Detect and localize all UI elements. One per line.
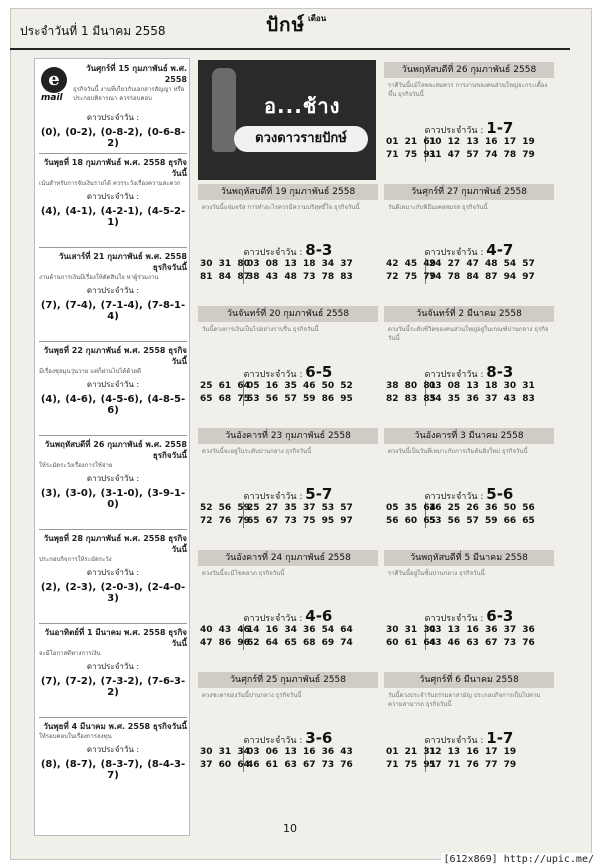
lucky-key: 4-7	[486, 241, 514, 259]
magazine-logo: ปักษ์	[266, 14, 306, 36]
number-grid: 30 31 34 60 61 64 03 13 16 36 37 36 43 46 63 67 73 76	[386, 625, 535, 648]
divider	[39, 247, 187, 248]
section-heading: วันจันทร์ที่ 20 กุมภาพันธ์ 2558	[198, 306, 378, 322]
left-nums-8: (8), (8-7), (8-3-7), (8-4-3-7)	[40, 759, 186, 781]
section-text: ดวงวันนี้แจ่มจรัส การทำอะไรควรมีความบริสุทธิ์ใจ ธุรกิจวันนี้	[202, 204, 360, 211]
lucky-key: 1-7	[486, 729, 514, 747]
section-heading: วันศุกร์ที่ 25 กุมภาพันธ์ 2558	[198, 672, 378, 688]
divider	[39, 623, 187, 624]
page-number: 10	[283, 822, 297, 835]
left-nums-1: (0), (0-2), (0-8-2), (0-6-8-2)	[40, 127, 186, 149]
number-grid: 42 45 49 72 75 79 24 27 47 48 54 57 74 78 84 87 94 97	[386, 259, 535, 282]
section-text: ดวงชะตาของวันนี้ปานกลาง ธุรกิจวันนี้	[202, 692, 302, 699]
left-nums-6: (2), (2-3), (2-0-3), (2-4-0-3)	[40, 582, 186, 604]
lucky-numbers-label: ดาวประจำวัน : 4-6	[243, 607, 333, 625]
day-section-feb-19	[198, 184, 378, 284]
lucky-key: 3-6	[305, 729, 333, 747]
lucky-numbers-label: ดาวประจำวัน : 6-3	[424, 607, 514, 625]
left-block-8: วันพุธที่ 4 มีนาคม พ.ศ. 2558 ธุรกิจวันนี้ ให้รอบคอบในเรื่องการลงทุน ดาวประจำวัน : (8), (8-7), (8-3-7), (8-4-3-7)	[39, 722, 187, 781]
number-grid: 25 61 64 65 68 75 05 16 35 46 50 52 53 56 57 59 86 95	[200, 381, 353, 404]
banner-title: อ...ช้าง	[264, 94, 341, 118]
lucky-key: 5-7	[305, 485, 333, 503]
lucky-numbers-label: ดาวประจำวัน : 1-7	[424, 729, 514, 747]
section-heading: วันอังคารที่ 24 กุมภาพันธ์ 2558	[198, 550, 378, 566]
page-header	[10, 8, 570, 50]
lucky-key: 4-6	[305, 607, 333, 625]
section-text: ดวงวันนี้จะมีโชคลาภ ธุรกิจวันนี้	[202, 570, 285, 577]
day-section-mar-3	[384, 428, 554, 528]
section-heading: วันพฤหัสบดีที่ 5 มีนาคม 2558	[384, 550, 554, 566]
left-nums-7: (7), (7-2), (7-3-2), (7-6-3-2)	[40, 676, 186, 698]
left-nums-2: (4), (4-1), (4-2-1), (4-5-2-1)	[40, 206, 186, 228]
left-nums-4: (4), (4-6), (4-5-6), (4-8-5-6)	[40, 394, 186, 416]
section-text: วันดีเหมาะกับพิธีมงคลสมรส ธุรกิจวันนี้	[388, 204, 488, 211]
divider	[39, 341, 187, 342]
lucky-numbers-label: ดาวประจำวัน : 5-7	[243, 485, 333, 503]
number-grid: 01 21 31 71 75 91 12 13 16 17 19 57 71 76 77 79	[386, 747, 517, 770]
magazine-logo-sub: เดือน	[308, 14, 327, 23]
email-word: mail	[41, 93, 63, 103]
lucky-key: 8-3	[486, 363, 514, 381]
bottle-illustration	[212, 68, 236, 152]
day-section-feb-27	[384, 184, 554, 284]
section-text: ราศีวันนี้แม้โลพจะสมควร การงานของคนส่วนใหญ่จะกระเตื้องขึ้น ธุรกิจวันนี้	[388, 82, 548, 98]
day-section-feb-25	[198, 672, 378, 772]
lucky-key: 1-7	[486, 119, 514, 137]
number-grid: 05 35 64 56 60 65 16 25 26 36 50 56 53 56 57 59 66 65	[386, 503, 535, 526]
number-grid: 38 80 81 82 83 85 03 08 13 18 30 31 34 35 36 37 43 83	[386, 381, 535, 404]
day-section-feb-26	[384, 62, 554, 162]
lucky-numbers-label: ดาวประจำวัน : 4-7	[424, 241, 514, 259]
email-logo	[41, 67, 69, 107]
lucky-numbers-label: ดาวประจำวัน : 8-3	[243, 241, 333, 259]
left-block-1: วันศุกร์ที่ 15 กุมภาพันธ์ พ.ศ. 2558 ธุรกิจวันนี้ งานที่เกี่ยวกับเอกสารสัญญา หรือประกอบพิจารณา ควรรอบคอบ	[73, 64, 187, 102]
number-grid: 40 43 46 47 86 96 14 16 34 36 54 64 62 64 65 68 69 74	[200, 625, 353, 648]
lucky-numbers-label: ดาวประจำวัน : 1-7	[424, 119, 514, 137]
left-block-5: วันพฤหัสบดีที่ 26 กุมภาพันธ์ พ.ศ. 2558 ธุรกิจวันนี้ ให้ระมัดระวังเรื่องการใช้จ่าย ดาวประจำวัน : (3), (3-0), (3-1-0), (3-9-1-0)	[39, 440, 187, 510]
section-heading: วันพฤหัสบดีที่ 19 กุมภาพันธ์ 2558	[198, 184, 378, 200]
image-watermark: [612x869] http://upic.me/	[443, 854, 594, 865]
divider	[39, 717, 187, 718]
lucky-key: 6-5	[305, 363, 333, 381]
left-block-3: วันเสาร์ที่ 21 กุมภาพันธ์ พ.ศ. 2558 ธุรกิจวันนี้ งานด้านการเงินมีเรื่องให้ตัดสินใจ หาผู้ร่วมงาน ดาวประจำวัน : (7), (7-4), (7-1-4), (7-8-1-4)	[39, 252, 187, 322]
section-text: ดวงวันนี้ระดับชีวิตของคนส่วนใหญ่อยู่ในเกณฑ์ปานกลาง ธุรกิจวันนี้	[388, 326, 549, 342]
section-text: วันนี้ดวงประจำวันธรรมดาสามัญ ประกอบกิจการเป็นไปตามความสามารถ ธุรกิจวันนี้	[388, 692, 541, 708]
day-section-feb-24	[198, 550, 378, 650]
lucky-numbers-label: ดาวประจำวัน : 6-5	[243, 363, 333, 381]
number-grid: 52 56 59 72 76 79 25 27 35 37 53 57 65 67 73 75 95 97	[200, 503, 353, 526]
left-block-6: วันพุธที่ 28 กุมภาพันธ์ พ.ศ. 2558 ธุรกิจวันนี้ ประกอบกิจการให้ระมัดระวัง ดาวประจำวัน : (2), (2-3), (2-0-3), (2-4-0-3)	[39, 534, 187, 604]
divider	[39, 435, 187, 436]
issue-date: ประจำวันที่ 1 มีนาคม 2558	[20, 24, 166, 38]
divider	[39, 529, 187, 530]
lucky-key: 6-3	[486, 607, 514, 625]
section-heading: วันอังคารที่ 3 มีนาคม 2558	[384, 428, 554, 444]
section-text: ดวงวันนี้เป็นวันที่เหมาะกับการเริ่มต้นสิ่งใหม่ ธุรกิจวันนี้	[388, 448, 528, 455]
divider	[39, 153, 187, 154]
day-section-mar-2	[384, 306, 554, 406]
section-heading: วันพฤหัสบดีที่ 26 กุมภาพันธ์ 2558	[384, 62, 554, 78]
left-block-4: วันพุธที่ 22 กุมภาพันธ์ พ.ศ. 2558 ธุรกิจวันนี้ มีเรื่องชุลมุนวุ่นวาย แต่ก็ผ่านไปได้ด้วยดี ดาวประจำวัน : (4), (4-6), (4-5-6), (4-8-5-6)	[39, 346, 187, 416]
number-grid: 30 31 34 37 60 64 03 06 13 16 36 43 46 61 63 67 73 76	[200, 747, 353, 770]
section-text: ราศีวันนี้อยู่ในชั้นปานกลาง ธุรกิจวันนี้	[388, 570, 485, 577]
left-column	[34, 58, 190, 836]
section-heading: วันศุกร์ที่ 27 กุมภาพันธ์ 2558	[384, 184, 554, 200]
lucky-numbers-label: ดาวประจำวัน : 8-3	[424, 363, 514, 381]
left-block-7: วันอาทิตย์ที่ 1 มีนาคม พ.ศ. 2558 ธุรกิจวันนี้ จะมีโอกาสดีทางการเงิน ดาวประจำวัน : (7), (7-2), (7-3-2), (7-6-3-2)	[39, 628, 187, 698]
section-text: ดวงวันนี้จะอยู่ในระดับปานกลาง ธุรกิจวันนี้	[202, 448, 312, 455]
day-section-mar-5	[384, 550, 554, 650]
left-nums-5: (3), (3-0), (3-1-0), (3-9-1-0)	[40, 488, 186, 510]
number-grid: 01 21 61 71 75 91 10 12 13 16 17 19 31 47 57 74 78 79	[386, 137, 535, 160]
lucky-key: 5-6	[486, 485, 514, 503]
email-e-icon: e	[41, 67, 67, 93]
day-section-mar-6	[384, 672, 554, 772]
section-text: วันนี้ดวงการเงินเป็นไปอย่างราบรื่น ธุรกิจวันนี้	[202, 326, 319, 333]
horoscope-banner	[198, 60, 376, 180]
left-block-1-values: ดาวประจำวัน : (0), (0-2), (0-8-2), (0-6-8-2)	[40, 113, 186, 149]
left-block-2: วันพุธที่ 18 กุมภาพันธ์ พ.ศ. 2558 ธุรกิจวันนี้ เน้นสำหรับการจับเงินรายได้ ควรระวังเรื่องความสะดวก ดาวประจำวัน : (4), (4-1), (4-2-1), (4-5-2-1)	[39, 158, 187, 228]
day-section-feb-20	[198, 306, 378, 406]
banner-subtitle: ดวงดาวรายปักษ์	[234, 126, 368, 152]
lucky-key: 8-3	[305, 241, 333, 259]
section-heading: วันอังคารที่ 23 กุมภาพันธ์ 2558	[198, 428, 378, 444]
left-nums-3: (7), (7-4), (7-1-4), (7-8-1-4)	[40, 300, 186, 322]
number-grid: 30 31 80 81 84 87 03 08 13 18 34 37 38 43 48 73 78 83	[200, 259, 353, 282]
day-section-feb-23	[198, 428, 378, 528]
lucky-numbers-label: ดาวประจำวัน : 5-6	[424, 485, 514, 503]
lucky-numbers-label: ดาวประจำวัน : 3-6	[243, 729, 333, 747]
section-heading: วันจันทร์ที่ 2 มีนาคม 2558	[384, 306, 554, 322]
section-heading: วันศุกร์ที่ 6 มีนาคม 2558	[384, 672, 554, 688]
